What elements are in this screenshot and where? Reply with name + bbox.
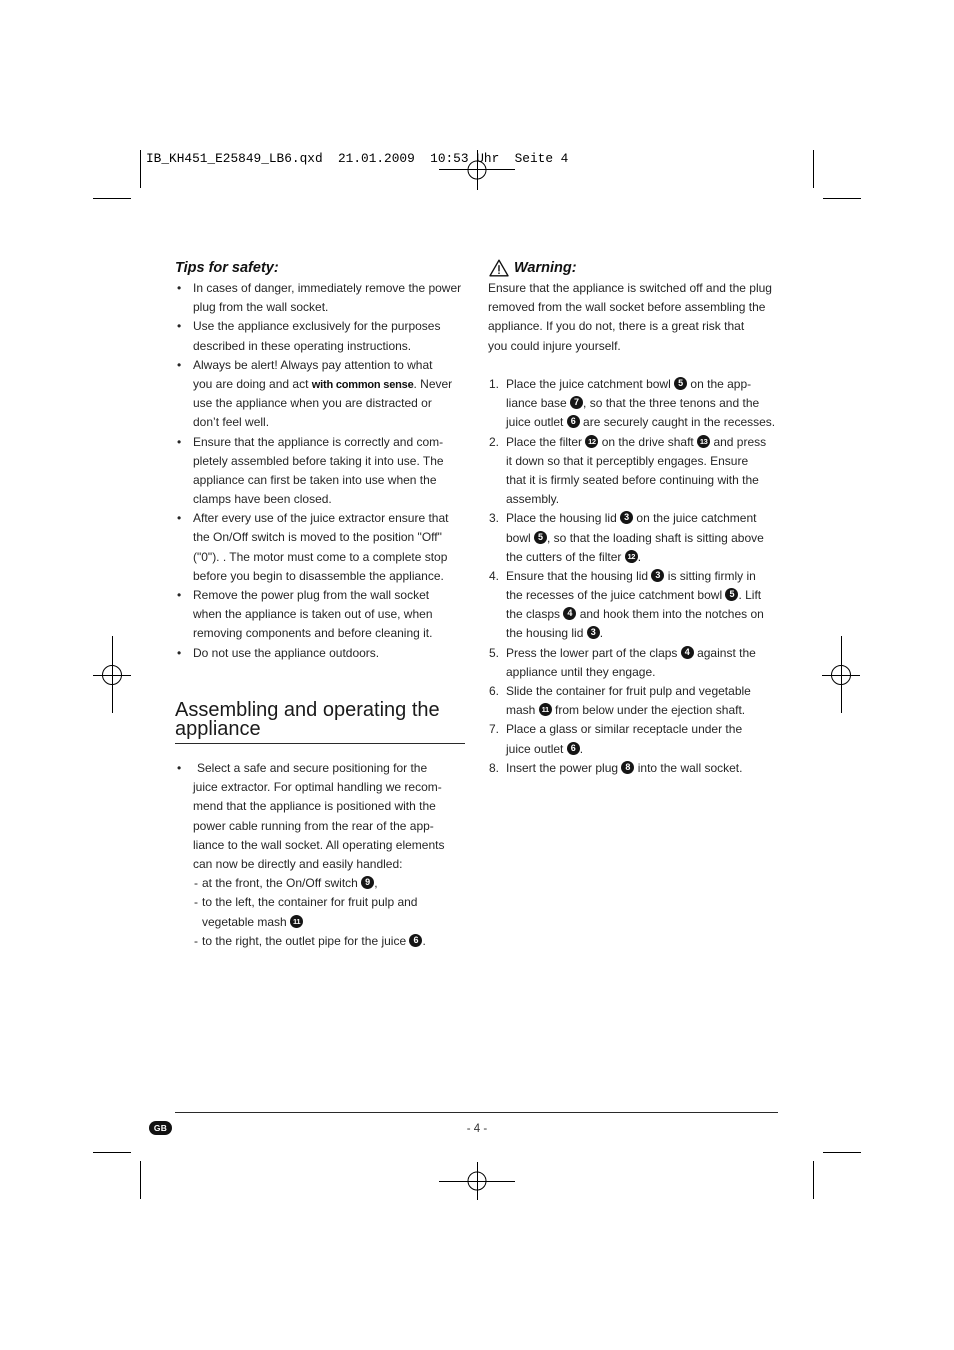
part-number-6-badge — [409, 934, 422, 947]
footer-rule — [175, 1112, 778, 1113]
step-number: 3. — [489, 511, 500, 526]
step-number: 8. — [489, 760, 500, 775]
text-line: Use the appliance exclusively for the purposes — [193, 319, 441, 334]
text-line: Insert the power plug into the wall socket. — [506, 760, 743, 775]
part-number-3-badge — [587, 626, 600, 639]
text-line: appliance can first be taken into use when the — [193, 472, 437, 487]
step-item — [488, 759, 778, 778]
bullet-icon: • — [177, 434, 182, 449]
bullet-icon: • — [177, 319, 182, 334]
part-number-5-badge — [674, 377, 687, 390]
text-line: appliance. If you do not, there is a great risk that — [488, 319, 745, 334]
text-line: Slide the container for fruit pulp and vegetable — [506, 684, 751, 698]
text-line: you could injure yourself. — [488, 338, 621, 353]
list-item — [175, 317, 465, 355]
text-line: removed from the wall socket before assembling the — [488, 300, 766, 315]
text-line: juice outlet are securely caught in the recesses. — [506, 415, 776, 430]
text-line: removing components and before cleaning it. — [193, 626, 433, 641]
step-number: 6. — [489, 684, 500, 698]
step-item — [488, 567, 778, 644]
step-number: 2. — [489, 434, 500, 449]
part-number-7-badge — [570, 396, 583, 409]
text-line: power cable running from the rear of the app- — [193, 818, 434, 833]
part-number-12-badge — [625, 550, 638, 563]
text-line: Ensure that the appliance is correctly and com- — [193, 434, 444, 449]
step-number: 4. — [489, 568, 500, 583]
warning-heading: Warning: — [514, 260, 577, 276]
part-number-13-badge — [697, 435, 710, 448]
step-item — [488, 644, 778, 682]
part-number-9-badge — [361, 876, 374, 889]
part-number-3-badge — [651, 569, 664, 582]
text-line: liance to the wall socket. All operating elements — [193, 837, 445, 852]
text-line: described in these operating instructions. — [193, 338, 412, 353]
bullet-icon: • — [177, 511, 182, 526]
list-item — [175, 644, 465, 663]
text-line: to the left, the container for fruit pulp and — [202, 895, 418, 910]
section-title-line: appliance — [175, 718, 261, 740]
text-segment: . Never — [413, 376, 453, 391]
text-line: before you begin to disassemble the appliance. — [193, 568, 444, 583]
section-rule — [175, 743, 465, 744]
text-line: when the appliance is taken out of use, when — [193, 607, 433, 622]
bullet-icon: • — [177, 761, 182, 775]
text-line: that it is firmly seated before continuing with the — [506, 472, 759, 487]
step-item — [488, 682, 778, 720]
text-line: Place the juice catchment bowl on the app- — [506, 377, 752, 391]
list-item — [175, 356, 465, 433]
text-line: juice outlet . — [506, 741, 584, 756]
text-line: use the appliance when you are distracted or — [193, 396, 432, 411]
bullet-icon: • — [177, 357, 182, 372]
part-number-12-badge — [585, 435, 598, 448]
text-line: the On/Off switch is moved to the position "Off" — [193, 530, 442, 545]
text-line: Place the housing lid on the juice catchment — [506, 511, 757, 526]
step-item — [488, 720, 778, 758]
part-number-5-badge — [725, 588, 738, 601]
text-line: the cutters of the filter . — [506, 549, 642, 564]
emphasized-text: with common sense — [311, 378, 414, 391]
safety-heading: Tips for safety: — [175, 260, 279, 276]
text-line: mash from below under the ejection shaft. — [506, 703, 746, 718]
step-number: 7. — [489, 722, 500, 737]
warning-icon — [489, 259, 509, 277]
part-number-6-badge — [567, 415, 580, 428]
text-line: Do not use the appliance outdoors. — [193, 645, 380, 660]
text-line: After every use of the juice extractor ensure that — [193, 511, 449, 526]
list-item — [175, 433, 465, 510]
positioning-list — [175, 759, 465, 951]
warning-text — [488, 279, 778, 356]
text-line: to the right, the outlet pipe for the juice . — [202, 933, 426, 948]
step-number: 1. — [489, 377, 500, 391]
step-item — [488, 433, 778, 510]
language-badge: GB — [149, 1121, 172, 1135]
sub-list-item — [193, 932, 465, 951]
list-item — [175, 586, 465, 644]
text-line: appliance until they engage. — [506, 664, 656, 679]
part-number-5-badge — [534, 531, 547, 544]
dash-marker: - — [194, 876, 198, 891]
text-line: don’t feel well. — [193, 415, 270, 430]
text-line: the clasps and hook them into the notches on — [506, 607, 764, 622]
text-line: it down so that it perceptibly engages. Ensure — [506, 453, 749, 468]
text-line: ("0"). . The motor must come to a complete stop — [193, 549, 448, 564]
text-line: Ensure that the housing lid is sitting firmly in — [506, 568, 756, 583]
text-line: vegetable mash — [202, 913, 465, 932]
part-number-6-badge — [567, 742, 580, 755]
text-line: bowl , so that the loading shaft is sitting above — [506, 530, 764, 545]
section-title-line: Assembling and operating the — [175, 699, 440, 721]
text-line: clamps have been closed. — [193, 492, 332, 507]
bullet-icon: • — [177, 281, 182, 295]
text-segment: you are doing and act — [193, 376, 312, 391]
part-number-11-badge — [290, 915, 303, 928]
dash-marker: - — [194, 933, 198, 948]
part-number-8-badge — [621, 761, 634, 774]
text-line: mend that the appliance is positioned with the — [193, 799, 436, 814]
registration-mark-bottom — [439, 1162, 515, 1200]
text-line: can now be directly and easily handled: — [193, 856, 403, 871]
text-line: Select a safe and secure positioning for the — [197, 761, 428, 775]
part-number-11-badge — [539, 703, 552, 716]
text-line: Place the filter on the drive shaft and press — [506, 434, 767, 449]
dash-marker: - — [194, 895, 198, 910]
step-item — [488, 375, 778, 433]
page-number: - 4 - — [466, 1123, 488, 1135]
text-line: assembly. — [506, 492, 560, 507]
list-item — [175, 279, 465, 317]
text-line: at the front, the On/Off switch , — [202, 876, 378, 891]
text-line — [193, 375, 465, 394]
section-title — [175, 701, 465, 739]
text-line: Always be alert! Always pay attention to what — [193, 357, 433, 372]
text-line: the housing lid . — [506, 626, 604, 641]
step-item — [488, 509, 778, 567]
sub-list-item — [193, 874, 465, 893]
text-line: Ensure that the appliance is switched off and the plug — [488, 281, 772, 295]
text-line: pletely assembled before taking it into use. The — [193, 453, 444, 468]
text-line: plug from the wall socket. — [193, 300, 329, 315]
part-number-4-badge — [563, 607, 576, 620]
registration-mark-left — [93, 636, 131, 713]
list-item — [175, 759, 465, 951]
assembly-steps — [488, 375, 778, 778]
part-number-4-badge — [681, 646, 694, 659]
list-item — [175, 509, 465, 586]
part-number-3-badge — [620, 511, 633, 524]
file-slug: IB_KH451_E25849_LB6.qxd 21.01.2009 10:53 Uhr Seite 4 — [146, 151, 569, 166]
text-line: Remove the power plug from the wall socket — [193, 588, 430, 602]
bullet-icon: • — [177, 588, 182, 602]
text-line: Press the lower part of the claps against the — [506, 645, 756, 660]
step-number: 5. — [489, 645, 500, 660]
registration-mark-right — [822, 636, 860, 713]
text-line: the recesses of the juice catchment bowl . Lift — [506, 588, 762, 603]
safety-list — [175, 279, 465, 663]
text-line: In cases of danger, immediately remove the power — [193, 281, 462, 295]
bullet-icon: • — [177, 645, 182, 660]
sub-list-item — [193, 893, 465, 931]
text-line: liance base , so that the three tenons and the — [506, 396, 760, 411]
text-line: Place a glass or similar receptacle under the — [506, 722, 743, 737]
text-line: juice extractor. For optimal handling we recom- — [193, 780, 442, 795]
